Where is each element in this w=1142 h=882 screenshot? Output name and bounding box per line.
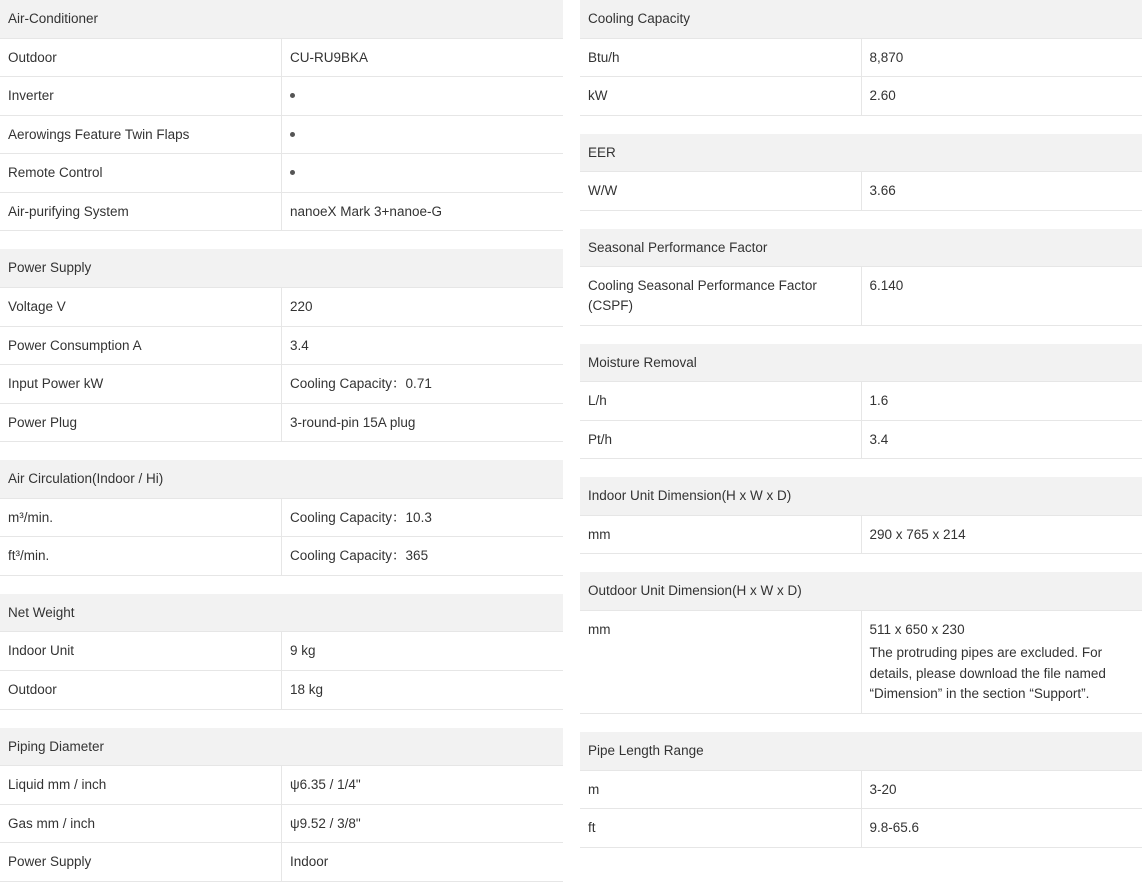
spec-table (0, 594, 563, 710)
section-header-row (0, 460, 563, 498)
table-row (580, 77, 1142, 116)
spec-label: Inverter (0, 77, 282, 116)
table-row (0, 38, 563, 77)
spec-value: Cooling Capacity：10.3 (282, 498, 564, 537)
left-column (0, 0, 563, 882)
table-row (0, 115, 563, 154)
spec-value: 220 (282, 287, 564, 326)
spec-label: Air-purifying System (0, 192, 282, 231)
spec-value: 3-round-pin 15A plug (282, 403, 564, 442)
section-title: Indoor Unit Dimension(H x W x D) (580, 477, 1142, 515)
table-row (0, 804, 563, 843)
section-title: Pipe Length Range (580, 732, 1142, 770)
spec-label: mm (580, 610, 861, 713)
section-header-row (580, 229, 1142, 267)
table-row (0, 671, 563, 710)
spec-label: L/h (580, 382, 861, 421)
section-header-row (580, 0, 1142, 38)
spec-label: W/W (580, 172, 861, 211)
spec-label: kW (580, 77, 861, 116)
section-header-row (0, 0, 563, 38)
spec-value: Indoor (282, 843, 564, 882)
spec-value: 18 kg (282, 671, 564, 710)
spec-table (580, 344, 1142, 460)
spec-label: m (580, 770, 861, 809)
spec-table (580, 134, 1142, 211)
section-header-row (0, 249, 563, 287)
table-row (580, 38, 1142, 77)
table-row (580, 610, 1142, 713)
section-title: Outdoor Unit Dimension(H x W x D) (580, 572, 1142, 610)
spec-label: Voltage V (0, 287, 282, 326)
spec-value: 3.4 (282, 326, 564, 365)
table-row (580, 809, 1142, 848)
spec-label: Outdoor (0, 38, 282, 77)
table-row (0, 537, 563, 576)
spec-value: 2.60 (861, 77, 1142, 116)
spec-table (0, 728, 563, 882)
table-row (580, 770, 1142, 809)
spec-value: 9 kg (282, 632, 564, 671)
section-header-row (580, 344, 1142, 382)
spec-label: Power Supply (0, 843, 282, 882)
bullet-dot-icon (290, 93, 295, 98)
spec-label: Cooling Seasonal Performance Factor (CSPF) (580, 267, 861, 325)
spec-table (580, 0, 1142, 116)
section-title: Cooling Capacity (580, 0, 1142, 38)
table-row (580, 172, 1142, 211)
spec-table (0, 460, 563, 576)
section-title: Air Circulation(Indoor / Hi) (0, 460, 563, 498)
spec-value: 3.66 (861, 172, 1142, 211)
spec-label: Power Consumption A (0, 326, 282, 365)
spec-value (861, 610, 1142, 713)
table-row (0, 154, 563, 193)
spec-label: Gas mm / inch (0, 804, 282, 843)
spec-label: Liquid mm / inch (0, 766, 282, 805)
spec-value: 1.6 (861, 382, 1142, 421)
spec-label: Aerowings Feature Twin Flaps (0, 115, 282, 154)
spec-value: 3.4 (861, 420, 1142, 459)
section-header-row (0, 594, 563, 632)
spec-value (282, 115, 564, 154)
table-row (0, 843, 563, 882)
section-title: Power Supply (0, 249, 563, 287)
spec-label: mm (580, 515, 861, 554)
table-row (580, 420, 1142, 459)
spec-label: Indoor Unit (0, 632, 282, 671)
spec-value-text: 511 x 650 x 230 (869, 621, 965, 637)
spec-label: Input Power kW (0, 365, 282, 404)
spec-value: 3-20 (861, 770, 1142, 809)
table-row (0, 365, 563, 404)
section-title: Net Weight (0, 594, 563, 632)
table-row (0, 192, 563, 231)
section-title: Seasonal Performance Factor (580, 229, 1142, 267)
section-header-row (0, 728, 563, 766)
bullet-dot-icon (290, 132, 295, 137)
spec-value: ψ6.35 / 1/4" (282, 766, 564, 805)
table-row (580, 382, 1142, 421)
section-title: Piping Diameter (0, 728, 563, 766)
section-header-row (580, 572, 1142, 610)
section-header-row (580, 134, 1142, 172)
table-row (0, 498, 563, 537)
spec-value: 290 x 765 x 214 (861, 515, 1142, 554)
table-row (580, 267, 1142, 325)
spec-table (580, 229, 1142, 326)
right-column (580, 0, 1142, 848)
section-title: Moisture Removal (580, 344, 1142, 382)
spec-value (282, 77, 564, 116)
table-row (0, 403, 563, 442)
spec-table (580, 477, 1142, 554)
spec-value: 9.8-65.6 (861, 809, 1142, 848)
spec-label: Outdoor (0, 671, 282, 710)
table-row (0, 287, 563, 326)
table-row (580, 515, 1142, 554)
spec-value-note: The protruding pipes are excluded. For details, please download the file named “Dimension” in the section “Support”. (869, 645, 1106, 701)
spec-table (580, 732, 1142, 848)
spec-value: CU-RU9BKA (282, 38, 564, 77)
table-row (0, 77, 563, 116)
spec-label: Remote Control (0, 154, 282, 193)
section-header-row (580, 732, 1142, 770)
table-row (0, 326, 563, 365)
spec-value: nanoeX Mark 3+nanoe-G (282, 192, 564, 231)
spec-label: m³/min. (0, 498, 282, 537)
spec-label: Pt/h (580, 420, 861, 459)
bullet-dot-icon (290, 170, 295, 175)
spec-value (282, 154, 564, 193)
spec-value: 8,870 (861, 38, 1142, 77)
spec-table (0, 0, 563, 231)
section-header-row (580, 477, 1142, 515)
spec-value: Cooling Capacity：0.71 (282, 365, 564, 404)
spec-value: 6.140 (861, 267, 1142, 325)
table-row (0, 766, 563, 805)
section-title: Air-Conditioner (0, 0, 563, 38)
spec-label: ft³/min. (0, 537, 282, 576)
spec-label: Btu/h (580, 38, 861, 77)
section-title: EER (580, 134, 1142, 172)
spec-label: ft (580, 809, 861, 848)
spec-value: ψ9.52 / 3/8" (282, 804, 564, 843)
table-row (0, 632, 563, 671)
spec-table (580, 572, 1142, 714)
spec-label: Power Plug (0, 403, 282, 442)
spec-table (0, 249, 563, 442)
spec-value: Cooling Capacity：365 (282, 537, 564, 576)
